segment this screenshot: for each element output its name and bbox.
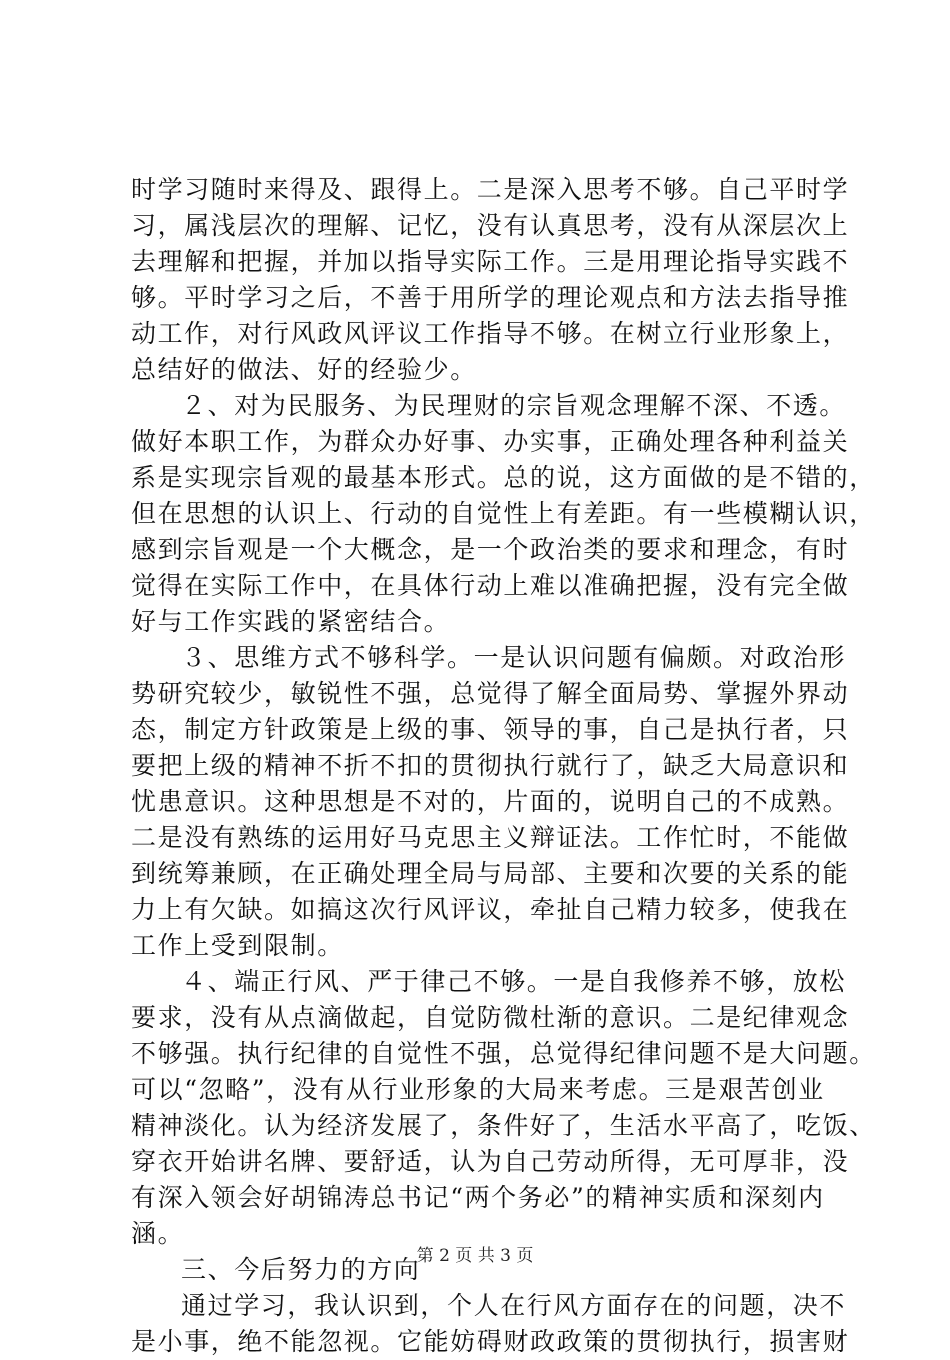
- text-line: 是小事，绝不能忽视。它能妨碍财政政策的贯彻执行，损害财: [131, 1327, 850, 1356]
- text-line: 二是没有熟练的运用好马克思主义辩证法。工作忙时，不能做: [131, 823, 850, 852]
- text-line: 觉得在实际工作中，在具体行动上难以准确把握，没有完全做: [131, 571, 850, 600]
- text-line: 要把上级的精神不折不扣的贯彻执行就行了，缺乏大局意识和: [131, 751, 850, 780]
- document-body: [131, 172, 876, 1360]
- text-line: 穿衣开始讲名牌、要舒适，认为自己劳动所得，无可厚非，没: [131, 1147, 850, 1176]
- text-line: ２、对为民服务、为民理财的宗旨观念理解不深、不透。: [181, 391, 847, 420]
- text-line: 去理解和把握，并加以指导实际工作。三是用理论指导实践不: [131, 247, 850, 276]
- text-line: ４、端正行风、严于律己不够。一是自我修养不够，放松: [181, 967, 847, 996]
- text-line: 有深入领会好胡锦涛总书记“两个务必”的精神实质和深刻内: [131, 1183, 825, 1212]
- text-line: 力上有欠缺。如搞这次行风评议，牵扯自己精力较多，使我在: [131, 895, 850, 924]
- text-line: 工作上受到限制。: [131, 931, 344, 960]
- text-line: 习，属浅层次的理解、记忆，没有认真思考，没有从深层次上: [131, 211, 850, 240]
- text-line: 够。平时学习之后，不善于用所学的理论观点和方法去指导推: [131, 283, 850, 312]
- text-line: 精神淡化。认为经济发展了，条件好了，生活水平高了，吃饭、: [131, 1111, 876, 1140]
- text-line: 但在思想的认识上、行动的自觉性上有差距。有一些模糊认识，: [131, 499, 876, 528]
- text-line: 势研究较少，敏锐性不强，总觉得了解全面局势、掌握外界动: [131, 679, 850, 708]
- text-line: 到统筹兼顾，在正确处理全局与局部、主要和次要的关系的能: [131, 859, 850, 888]
- text-line: 通过学习，我认识到，个人在行风方面存在的问题，决不: [181, 1291, 847, 1320]
- text-line: 涵。: [131, 1219, 185, 1248]
- text-line: 动工作，对行风政风评议工作指导不够。在树立行业形象上，: [131, 319, 850, 348]
- page-number: 第 2 页 共 3 页: [416, 1246, 534, 1266]
- text-line: ３、思维方式不够科学。一是认识问题有偏颇。对政治形: [181, 643, 847, 672]
- text-line: 忧患意识。这种思想是不对的，片面的，说明自己的不成熟。: [131, 787, 850, 816]
- text-line: 可以“忽略”，没有从行业形象的大局来考虑。三是艰苦创业: [131, 1075, 825, 1104]
- text-line: 感到宗旨观是一个大概念，是一个政治类的要求和理念，有时: [131, 535, 850, 564]
- text-line: 时学习随时来得及、跟得上。二是深入思考不够。自己平时学: [131, 175, 850, 204]
- page-footer: [0, 1241, 950, 1266]
- text-line: 做好本职工作，为群众办好事、办实事，正确处理各种利益关: [131, 427, 850, 456]
- text-line: 三、今后努力的方向: [181, 1255, 421, 1284]
- text-line: 系是实现宗旨观的最基本形式。总的说，这方面做的是不错的，: [131, 463, 876, 492]
- text-line: 要求，没有从点滴做起，自觉防微杜渐的意识。二是纪律观念: [131, 1003, 850, 1032]
- text-line: 总结好的做法、好的经验少。: [131, 355, 477, 384]
- text-line: 好与工作实践的紧密结合。: [131, 607, 451, 636]
- text-line: 不够强。执行纪律的自觉性不强，总觉得纪律问题不是大问题。: [131, 1039, 876, 1068]
- text-line: 态，制定方针政策是上级的事、领导的事，自己是执行者，只: [131, 715, 850, 744]
